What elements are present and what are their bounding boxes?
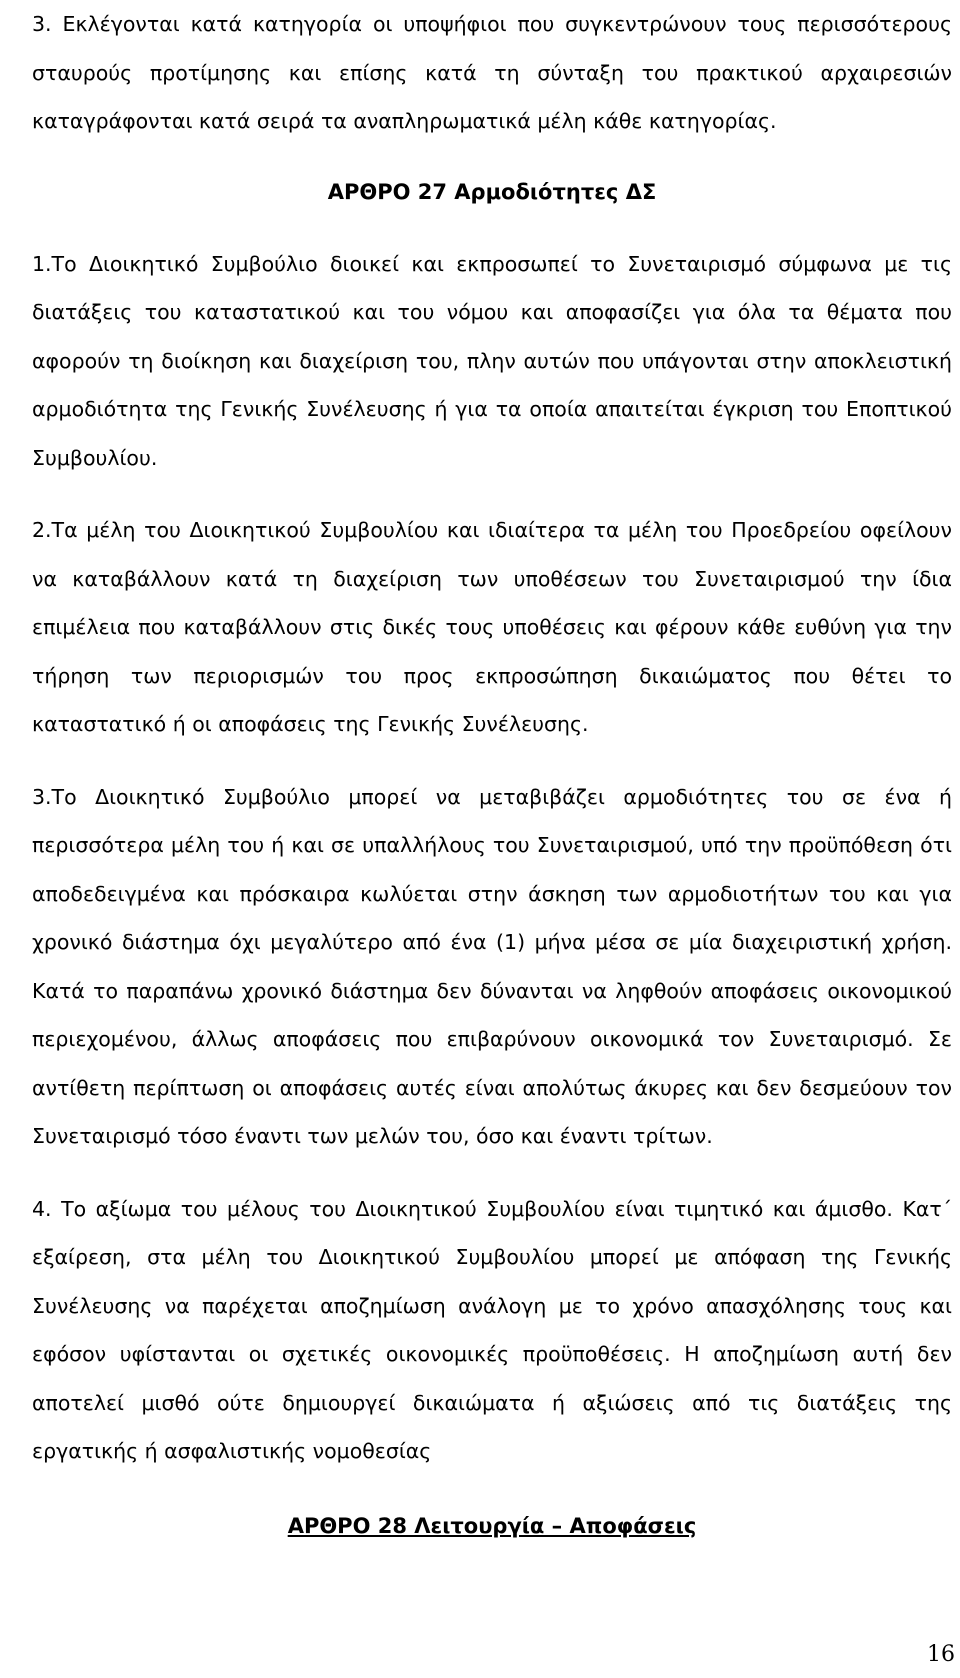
paragraph-1-board-powers: 1.Το Διοικητικό Συμβούλιο διοικεί και εκπροσωπεί το Συνεταιρισμό σύμφωνα με τις διατάξεις του καταστατικού και του νόμου και αποφασίζει για όλα τα θέματα που αφορούν τη διοίκηση και διαχείριση του, πλην αυτών που υπάγονται στην αποκλειστική αρμοδιότητα της Γενικής Συνέλευσης ή για τα οποία απαιτείται έγκριση του Εποπτικού Συμβουλίου. xyxy=(32,251,952,470)
page-number: 16 xyxy=(927,1642,955,1667)
paragraph-3-election: 3. Εκλέγονται κατά κατηγορία οι υποψήφιοι που συγκεντρώνουν τους περισσότερους σταυρούς προτίμησης και επίσης κατά τη σύνταξη του πρακτικού αρχαιρεσιών καταγράφονται κατά σειρά τα αναπληρωματικά μέλη κάθε κατηγορίας. xyxy=(32,12,952,133)
paragraph-4-compensation: 4. Το αξίωμα του μέλους του Διοικητικού Συμβουλίου είναι τιμητικό και άμισθο. Κατ΄ εξαίρεση, στα μέλη του Διοικητικού Συμβουλίου μπορεί με απόφαση της Γενικής Συνέλευσης να παρέχεται αποζημίωση ανάλογη με το χρόνο απασχόλησης τους και εφόσον υφίστανται οι σχετικές οικονομικές προϋποθέσεις. Η αποζημίωση αυτή δεν αποτελεί μισθό ούτε δημιουργεί δικαιώματα ή αξιώσεις από τις διατάξεις της εργατικής ή ασφαλιστικής νομοθεσίας xyxy=(32,1196,952,1463)
paragraph-2-board-duties: 2.Τα μέλη του Διοικητικού Συμβουλίου και ιδιαίτερα τα μέλη του Προεδρείου οφείλουν να καταβάλλουν κατά τη διαχείριση των υποθέσεων του Συνεταιρισμού την ίδια επιμέλεια που καταβάλλουν στις δικές τους υποθέσεις και φέρουν κάθε ευθύνη για την τήρηση των περιορισμών του προς εκπροσώπηση δικαιώματος που θέτει το καταστατικό ή οι αποφάσεις της Γενικής Συνέλευσης. xyxy=(32,518,952,736)
article-27-heading xyxy=(32,168,952,216)
paragraph-3-delegation: 3.Το Διοικητικό Συμβούλιο μπορεί να μεταβιβάζει αρμοδιότητες του σε ένα ή περισσότερα μέλη του ή και σε υπαλλήλους του Συνεταιρισμού, υπό την προϋπόθεση ότι αποδεδειγμένα και πρόσκαιρα κωλύεται στην άσκηση των αρμοδιοτήτων του και για χρονικό διάστημα όχι μεγαλύτερο από ένα (1) μήνα μέσα σε μία διαχειριστική χρήση. Κατά το παραπάνω χρονικό διάστημα δεν δύνανται να ληφθούν αποφάσεις οικονομικού περιεχομένου, άλλως αποφάσεις που επιβαρύνουν οικονομικά τον Συνεταιρισμό. Σε αντίθετη περίπτωση οι αποφάσεις αυτές είναι απολύτως άκυρες και δεν δεσμεύουν τον Συνεταιρισμό τόσο έναντι των μελών του, όσο και έναντι τρίτων. xyxy=(32,784,952,1148)
article-27-title: ΑΡΘΡΟ 27 Αρμοδιότητες ΔΣ xyxy=(327,179,657,204)
article-28-title: ΑΡΘΡΟ 28 Λειτουργία – Αποφάσεις xyxy=(287,1513,697,1538)
document-page xyxy=(32,0,952,1550)
article-28-heading xyxy=(32,1502,952,1550)
